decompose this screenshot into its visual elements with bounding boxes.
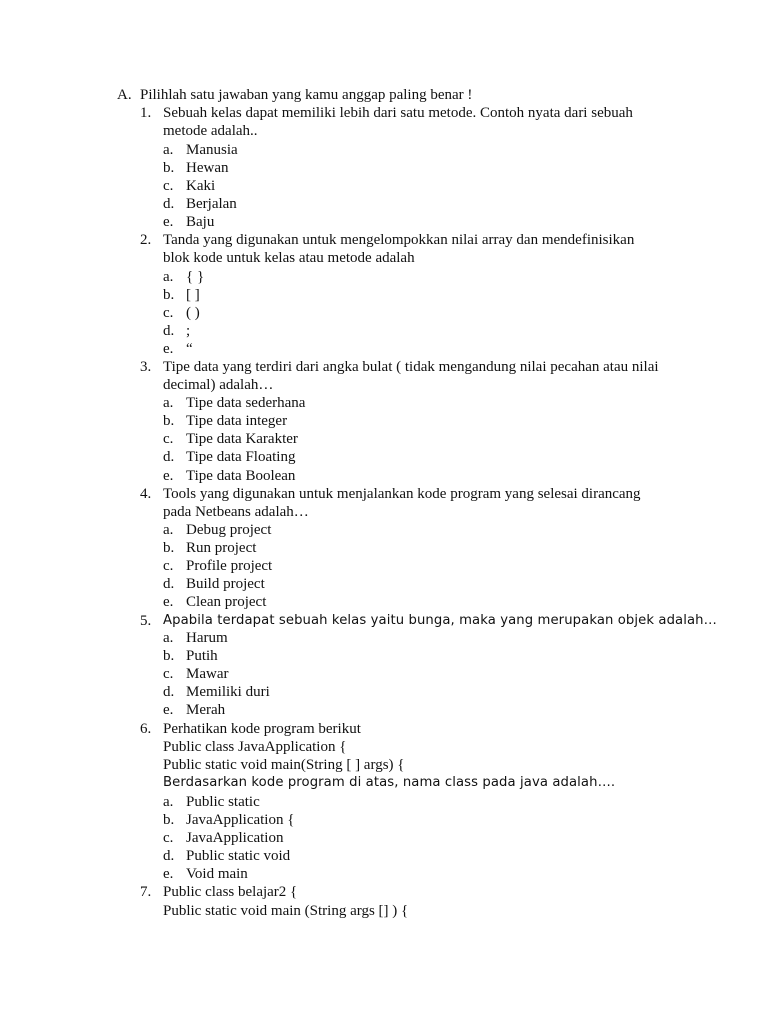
option-c [0,177,768,195]
option-a [0,141,768,159]
option-text: Public static [186,794,260,810]
option-letter: e. [163,702,174,718]
option-letter: d. [163,684,175,700]
code-line [163,902,408,920]
option-letter: b. [163,812,175,828]
section-marker: A. [117,87,132,103]
option-c [0,829,768,847]
option-d [0,448,768,466]
option-text: Putih [186,648,218,664]
question-number: 1. [140,105,152,121]
option-letter: b. [163,648,175,664]
option-e [0,340,768,358]
question-line [0,104,768,122]
option-c [0,430,768,448]
option-d [0,847,768,865]
option-c [0,557,768,575]
option-text: ; [186,323,191,339]
question-text: Berdasarkan kode program di atas, nama class pada java adalah…. [163,775,616,790]
option-letter: a. [163,395,174,411]
question-line [0,612,768,630]
option-text: Build project [186,576,265,592]
question-line [0,883,768,901]
option-letter: b. [163,287,175,303]
question-text: Apabila terdapat sebuah kelas yaitu bunga, maka yang merupakan objek adalah… [163,613,717,628]
option-text: Berjalan [186,196,237,212]
question-text: Public class JavaApplication { [163,739,347,755]
question-line [163,376,273,394]
option-letter: d. [163,576,175,592]
option-letter: a. [163,630,174,646]
option-e [0,593,768,611]
option-b [0,811,768,829]
option-letter: d. [163,323,175,339]
option-letter: b. [163,413,175,429]
option-e [0,467,768,485]
option-b [0,647,768,665]
option-text: Debug project [186,522,272,538]
question-line [0,485,768,503]
question-line [0,720,768,738]
option-text: Clean project [186,594,267,610]
option-text: Hewan [186,160,229,176]
option-letter: d. [163,848,175,864]
option-text: Void main [186,866,248,882]
question-line [163,122,258,140]
option-e [0,213,768,231]
option-text: JavaApplication { [186,812,295,828]
option-text: Tipe data Floating [186,449,296,465]
option-text: Mawar [186,666,229,682]
question-number: 4. [140,486,152,502]
option-e [0,865,768,883]
question-line [163,503,309,521]
option-text: Tipe data sederhana [186,395,306,411]
question-line [0,231,768,249]
option-letter: c. [163,305,174,321]
option-letter: c. [163,431,174,447]
option-letter: c. [163,178,174,194]
option-text: Harum [186,630,228,646]
option-letter: a. [163,794,174,810]
option-c [0,304,768,322]
option-letter: e. [163,866,174,882]
option-text: Kaki [186,178,216,194]
option-letter: b. [163,540,175,556]
option-letter: e. [163,341,174,357]
option-text: Run project [186,540,257,556]
option-d [0,195,768,213]
option-letter: a. [163,142,174,158]
section-header [0,86,768,104]
option-text: Tipe data Karakter [186,431,298,447]
option-a [0,394,768,412]
option-text: Baju [186,214,215,230]
option-text: Tipe data Boolean [186,468,296,484]
question-text: Tools yang digunakan untuk menjalankan kode program yang selesai dirancang [163,486,641,502]
option-text: Profile project [186,558,273,574]
option-letter: e. [163,214,174,230]
option-b [0,412,768,430]
question-text: Perhatikan kode program berikut [163,721,361,737]
question-number: 2. [140,232,152,248]
question-text: Sebuah kelas dapat memiliki lebih dari satu metode. Contoh nyata dari sebuah [163,105,633,121]
question-text: metode adalah.. [163,123,258,139]
option-b [0,539,768,557]
option-letter: e. [163,468,174,484]
question-text: Public static void main (String args [] ) { [163,903,409,919]
option-letter: b. [163,160,175,176]
option-letter: a. [163,522,174,538]
question-text: Tanda yang digunakan untuk mengelompokkan nilai array dan mendefinisikan [163,232,635,248]
option-a [0,629,768,647]
option-text: ( ) [186,305,200,321]
option-text: JavaApplication [186,830,284,846]
option-c [0,665,768,683]
option-text: Tipe data integer [186,413,288,429]
question-text: Public static void main(String [ ] args) { [163,757,405,773]
option-a [0,268,768,286]
question-text: decimal) adalah… [163,377,274,393]
option-letter: c. [163,558,174,574]
option-a [0,521,768,539]
question-number: 6. [140,721,152,737]
option-text: [ ] [186,287,200,303]
question-text: Tipe data yang terdiri dari angka bulat ( tidak mengandung nilai pecahan atau nilai [163,359,659,375]
option-e [0,701,768,719]
question-text: Public class belajar2 { [163,884,298,900]
question-line [0,358,768,376]
option-text: Public static void [186,848,291,864]
option-text: Manusia [186,142,238,158]
option-a [0,793,768,811]
question-line [163,249,415,267]
option-letter: c. [163,830,174,846]
question-number: 7. [140,884,152,900]
option-text: Merah [186,702,226,718]
option-text: { } [186,269,205,285]
question-text: blok kode untuk kelas atau metode adalah [163,250,415,266]
section-instruction: Pilihlah satu jawaban yang kamu anggap paling benar ! [140,87,473,103]
option-letter: e. [163,594,174,610]
option-d [0,575,768,593]
option-letter: a. [163,269,174,285]
option-d [0,683,768,701]
option-b [0,286,768,304]
question-text: pada Netbeans adalah… [163,504,309,520]
option-letter: d. [163,449,175,465]
option-text: “ [186,341,193,357]
code-line [163,738,346,756]
option-text: Memiliki duri [186,684,270,700]
option-b [0,159,768,177]
question-number: 5. [140,613,152,629]
question-number: 3. [140,359,152,375]
option-letter: d. [163,196,175,212]
code-line [163,756,404,774]
question-line [163,774,615,792]
option-d [0,322,768,340]
option-letter: c. [163,666,174,682]
